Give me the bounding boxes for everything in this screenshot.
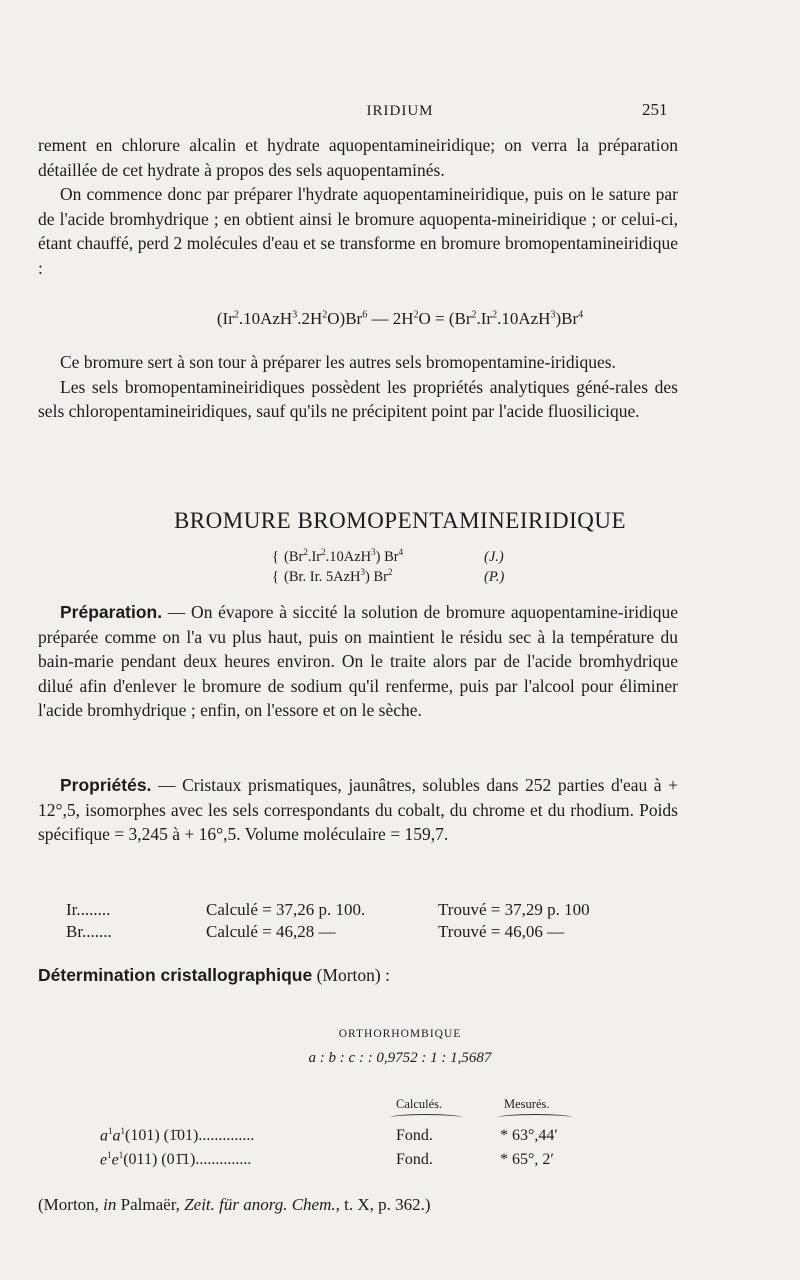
compound-formula-p: { (Br. Ir. 5AzH$^3$) Br$^2$ (P.) — [272, 567, 505, 585]
analysis-row-ir: Ir........ Calculé = 37,26 p. 100. Trouvé = 37,29 p. 100 — [66, 900, 590, 919]
brace-mesures — [498, 1114, 572, 1121]
crystallography-label: Détermination cristallographique — [38, 965, 313, 985]
intro-paragraph-1: rement en chlorure alcalin et hydrate aquopentamineiridique; on verra la préparation détaillée de cet hydrate à propos des sels aquopentaminés. — [38, 135, 678, 180]
intro-block — [38, 133, 678, 280]
crystallography-heading — [38, 963, 678, 988]
page-number: 251 — [642, 100, 668, 119]
paragraph-3: Ce bromure sert à son tour à préparer les autres sels bromopentamine-iridiques. — [60, 352, 616, 372]
properties-text: — Cristaux prismatiques, jaunâtres, solubles dans 252 parties d'eau à + 12°,5, isomorphes avec les sels correspondants du cobalt, du chrome et du rhodium. Poids spécifique = 3,245 à + 16°,5. Volume moléculaire = 159,7. — [38, 775, 678, 844]
compound-formula-j: { (Br$^2$.Ir$^2$.10AzH$^3$) Br$^4$ (J.) — [272, 547, 504, 565]
running-header-title: IRIDIUM — [366, 103, 434, 119]
axial-ratio: a : b : c : : 0,9752 : 1 : 1,5687 — [308, 1050, 492, 1066]
brace-calcules — [390, 1114, 462, 1121]
analysis-row-br: Br....... Calculé = 46,28 — Trouvé = 46,06 — — [66, 922, 565, 941]
crystallography-author: (Morton) : — [312, 965, 390, 985]
column-calcules: Calculés. — [396, 1097, 443, 1111]
post-equation-block — [38, 350, 678, 424]
crystal-system: ORTHORHOMBIQUE — [338, 1028, 462, 1040]
face-row-e: $e^1e^1(011)$ (01̄1).............. Fond. * 65°, 2′ — [100, 1150, 554, 1169]
preparation-block — [38, 600, 678, 723]
reaction-equation: $(Ir^2.10AzH^3.2H^2O)Br^6$ — $2H^2O = (Br^2.Ir^2.10AzH^3)Br^4$ — [216, 309, 584, 328]
paragraph-4: Les sels bromopentamineiridiques possèdent les propriétés analytiques géné-rales des sels chloropentamineiridiques, sauf qu'ils ne précipitent point par l'acide fluosilicique. — [38, 376, 678, 421]
preparation-text: — On évapore à siccité la solution de bromure aquopentamine-iridique préparée comme on l'a vu plus haut, puis on maintient le résidu sec à la température du bain-marie pendant deux heures environ. On le traite alors par de l'acide bromhydrique dilué afin d'enlever le bromure de sodium qu'il renferme, puis par l'alcool pour éliminer l'acide bromhydrique ; enfin, on l'essore et on le sèche. — [38, 602, 678, 720]
column-mesures: Mesurés. — [504, 1097, 550, 1111]
properties-block — [38, 773, 678, 847]
properties-label: Propriétés. — [60, 775, 152, 795]
section-title: BROMURE BROMOPENTAMINEIRIDIQUE — [173, 508, 627, 533]
face-row-a: $a^1a^1(101)$ (1̄01).............. Fond. * 63°,44′ — [100, 1126, 558, 1145]
intro-paragraph-2: On commence donc par préparer l'hydrate aquopentamineiridique, puis on le sature par de l'acide bromhydrique ; en obtient ainsi le bromure aquopenta-mineiridique ; or celui-ci, étant chauffé, perd 2 molécules d'eau et se transforme en bromure bromopentamineiridique : — [38, 184, 678, 278]
citation: (Morton, in Palmaër, Zeit. für anorg. Chem., t. X, p. 362.) — [38, 1195, 431, 1214]
preparation-label: Préparation. — [60, 602, 163, 622]
